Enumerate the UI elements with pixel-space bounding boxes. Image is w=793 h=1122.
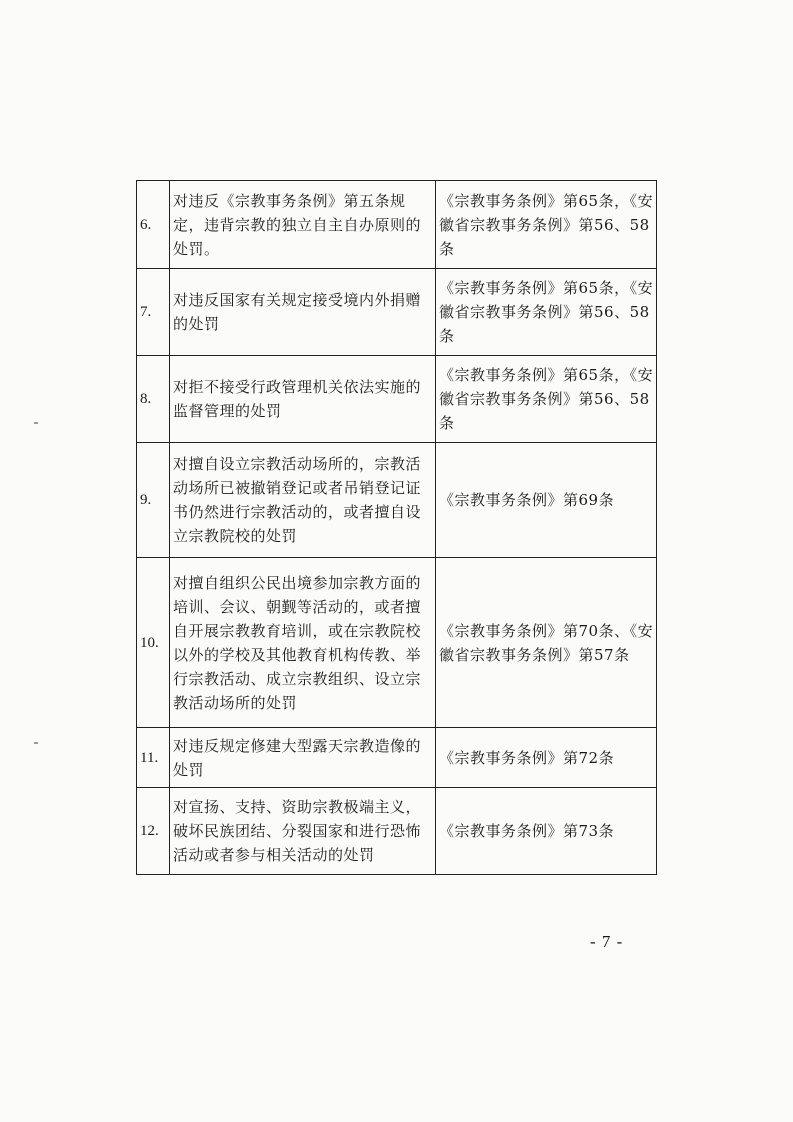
legal-basis: 《宗教事务条例》第70条、《安徽省宗教事务条例》第57条 [436,558,657,728]
row-number: 12. [137,788,170,875]
scan-speck [34,742,38,744]
table-row [137,788,657,875]
legal-basis: 《宗教事务条例》第72条 [436,728,657,788]
penalty-item: 对违反国家有关规定接受境内外捐赠的处罚 [170,269,436,356]
legal-basis: 《宗教事务条例》第69条 [436,443,657,558]
table-row [137,181,657,269]
table-row [137,269,657,356]
legal-basis: 《宗教事务条例》第65条，《安徽省宗教事务条例》第56、58条 [436,269,657,356]
row-number: 6. [137,181,170,269]
row-number: 11. [137,728,170,788]
row-number: 8. [137,356,170,443]
table-row [137,443,657,558]
scan-speck [34,422,38,424]
legal-basis: 《宗教事务条例》第65条，《安徽省宗教事务条例》第56、58条 [436,181,657,269]
legal-basis: 《宗教事务条例》第73条 [436,788,657,875]
page-number: - 7 - [590,932,624,951]
penalty-item: 对宣扬、支持、资助宗教极端主义，破坏民族团结、分裂国家和进行恐怖活动或者参与相关活动的处罚 [170,788,436,875]
penalty-item: 对擅自组织公民出境参加宗教方面的培训、会议、朝觐等活动的，或者擅自开展宗教教育培训，或在宗教院校以外的学校及其他教育机构传教、举行宗教活动、成立宗教组织、设立宗教活动场所的处罚 [170,558,436,728]
penalty-item: 对拒不接受行政管理机关依法实施的监督管理的处罚 [170,356,436,443]
penalty-item: 对违反规定修建大型露天宗教造像的处罚 [170,728,436,788]
table-row [137,728,657,788]
table-row [137,558,657,728]
penalty-item: 对擅自设立宗教活动场所的，宗教活动场所已被撤销登记或者吊销登记证书仍然进行宗教活动的，或者擅自设立宗教院校的处罚 [170,443,436,558]
row-number: 9. [137,443,170,558]
table-row [137,356,657,443]
penalty-table [136,180,657,875]
row-number: 7. [137,269,170,356]
row-number: 10. [137,558,170,728]
legal-basis: 《宗教事务条例》第65条，《安徽省宗教事务条例》第56、58条 [436,356,657,443]
penalty-item: 对违反《宗教事务条例》第五条规定，违背宗教的独立自主自办原则的处罚。 [170,181,436,269]
